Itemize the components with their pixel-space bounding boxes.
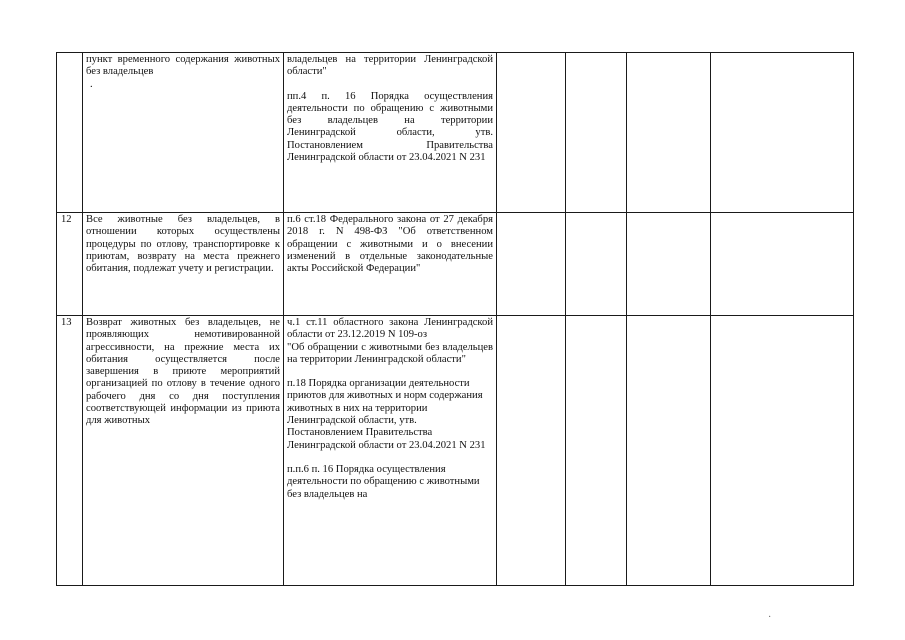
requirement-text: пункт временного содержания животных без владельцев: [86, 54, 280, 78]
legal-basis-text: п.п.6 п. 16 Порядка осуществления деятельности по обращению с животными без владельцев на: [287, 463, 480, 500]
requirement-cell: [83, 213, 284, 316]
requirement-text: Все животные без владельцев, в отношении которых осуществлены процедуры по отлову, транспортировке к приютам, возврату на места прежнего обитания, подлежат учету и регистрации.: [86, 214, 280, 275]
row-number: [57, 53, 83, 213]
legal-basis-text: ч.1 ст.11 областного закона Ленинградской области от 23.12.2019 N 109-оз: [287, 317, 493, 341]
empty-cell: [627, 316, 711, 586]
empty-cell: [566, 213, 627, 316]
requirement-text: Возврат животных без владельцев, не проявляющих немотивированной агрессивности, на прежние места их обитания осуществляется после завершения в приюте мероприятий организацией по отлову в течение одного рабочего дня со дня поступления соответствующей информации из приюта для животных: [86, 317, 280, 427]
legal-basis-cell: [284, 316, 497, 586]
legal-basis-text: п.6 ст.18 Федерального закона от 27 декабря 2018 г. N 498-ФЗ "Об ответственном обращении с животными и о внесении изменений в отдельные законодательные акты Российской Федерации": [287, 214, 493, 275]
empty-cell: [711, 316, 854, 586]
row-number: 13: [57, 316, 83, 586]
empty-cell: [566, 53, 627, 213]
table-row: [57, 213, 854, 316]
table-row: [57, 53, 854, 213]
empty-cell: [566, 316, 627, 586]
empty-cell: [497, 316, 566, 586]
legal-basis-text: пп.4 п. 16 Порядка осуществления деятельности по обращению с животными без владельцев на территории Ленинградской области, утв. Постановлением Правительства Ленинградской области от 23.04.2021 N 231: [287, 90, 493, 164]
legal-basis-text: п.18 Порядка организации деятельности приютов для животных и норм содержания животных в них на территории Ленинградской области, утв. Постановлением Правительства Ленинградской области от 23.04.2021 N 231: [287, 378, 486, 451]
requirement-cell: [83, 53, 284, 213]
empty-cell: [711, 53, 854, 213]
requirement-cell: [83, 316, 284, 586]
row-number: 12: [57, 213, 83, 316]
stray-mark: .: [90, 78, 93, 90]
empty-cell: [497, 213, 566, 316]
legal-basis-cell: [284, 213, 497, 316]
empty-cell: [711, 213, 854, 316]
empty-cell: [497, 53, 566, 213]
legal-basis-text: "Об обращении с животными без владельцев на территории Ленинградской области": [287, 341, 493, 365]
table-row: [57, 316, 854, 586]
scan-speck: ·: [768, 612, 772, 623]
legal-basis-cell: [284, 53, 497, 213]
empty-cell: [627, 213, 711, 316]
requirements-table: [56, 52, 854, 586]
empty-cell: [627, 53, 711, 213]
legal-basis-text: владельцев на территории Ленинградской области": [287, 54, 493, 78]
